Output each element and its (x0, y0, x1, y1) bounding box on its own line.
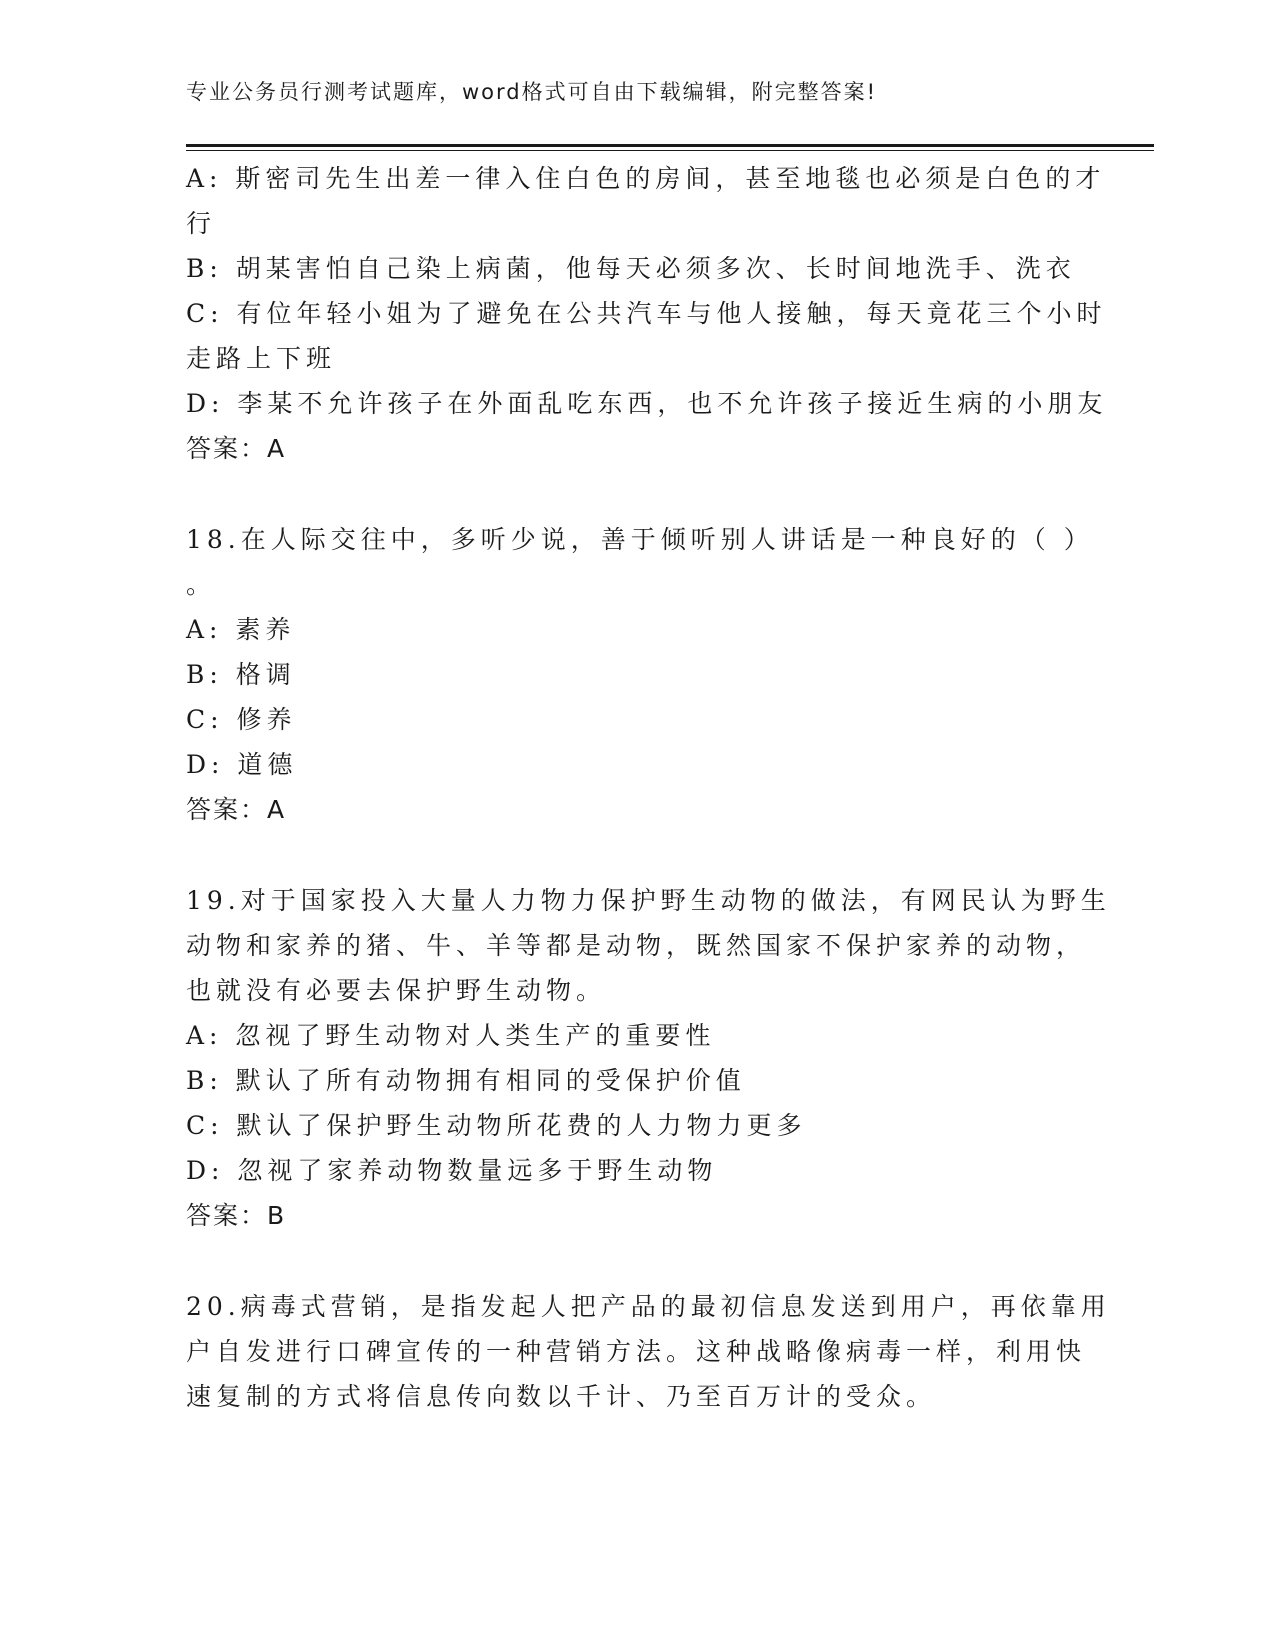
answer-line: 答案：A (186, 434, 287, 463)
option-a: A: 素养 (186, 615, 296, 644)
question-block-17 (186, 156, 1108, 471)
block-gap (186, 471, 1086, 517)
option-d: D: 忽视了家养动物数量远多于野生动物 (186, 1156, 718, 1185)
question-stem: 19.对于国家投入大量人力物力保护野生动物的做法，有网民认为野生 (186, 886, 1111, 915)
header-rule-thin (186, 150, 1154, 151)
option-a: A: 忽视了野生动物对人类生产的重要性 (186, 1021, 716, 1050)
question-stem-continued: 速复制的方式将信息传向数以千计、乃至百万计的受众。 (186, 1382, 937, 1411)
option-c: C: 修养 (186, 705, 297, 734)
option-b: B: 胡某害怕自己染上病菌，他每天必须多次、长时间地洗手、洗衣 (186, 254, 1076, 283)
question-stem-continued: 也就没有必要去保护野生动物。 (186, 976, 607, 1005)
block-gap (186, 1238, 1086, 1284)
question-content (186, 156, 1111, 1419)
option-c-continued: 走路上下班 (186, 344, 337, 373)
page-header: 专业公务员行测考试题库，word格式可自由下载编辑，附完整答案! (186, 80, 878, 104)
question-stem-continued: 。 (186, 570, 217, 599)
option-d: D: 李某不允许孩子在外面乱吃东西，也不允许孩子接近生病的小朋友 (186, 389, 1108, 418)
question-stem-continued: 动物和家养的猪、牛、羊等都是动物，既然国家不保护家养的动物， (186, 931, 1087, 960)
block-gap (186, 832, 1086, 878)
answer-line: 答案：A (186, 795, 287, 824)
question-block-19 (186, 878, 1111, 1238)
header-rule-thick (186, 144, 1154, 147)
answer-line: 答案：B (186, 1201, 287, 1230)
question-stem: 18.在人际交往中，多听少说，善于倾听别人讲话是一种良好的（ ） (186, 525, 1094, 554)
option-a: A: 斯密司先生出差一律入住白色的房间，甚至地毯也必须是白色的才 (186, 164, 1106, 193)
option-a-continued: 行 (186, 209, 217, 238)
question-block-18 (186, 517, 1094, 832)
option-d: D: 道德 (186, 750, 298, 779)
option-c: C: 默认了保护野生动物所花费的人力物力更多 (186, 1111, 807, 1140)
question-block-20 (186, 1284, 1111, 1419)
option-b: B: 默认了所有动物拥有相同的受保护价值 (186, 1066, 746, 1095)
option-c: C: 有位年轻小姐为了避免在公共汽车与他人接触，每天竟花三个小时 (186, 299, 1107, 328)
question-stem-continued: 户自发进行口碑宣传的一种营销方法。这种战略像病毒一样，利用快 (186, 1337, 1087, 1366)
question-stem: 20.病毒式营销，是指发起人把产品的最初信息发送到用户，再依靠用 (186, 1292, 1111, 1321)
option-b: B: 格调 (186, 660, 296, 689)
